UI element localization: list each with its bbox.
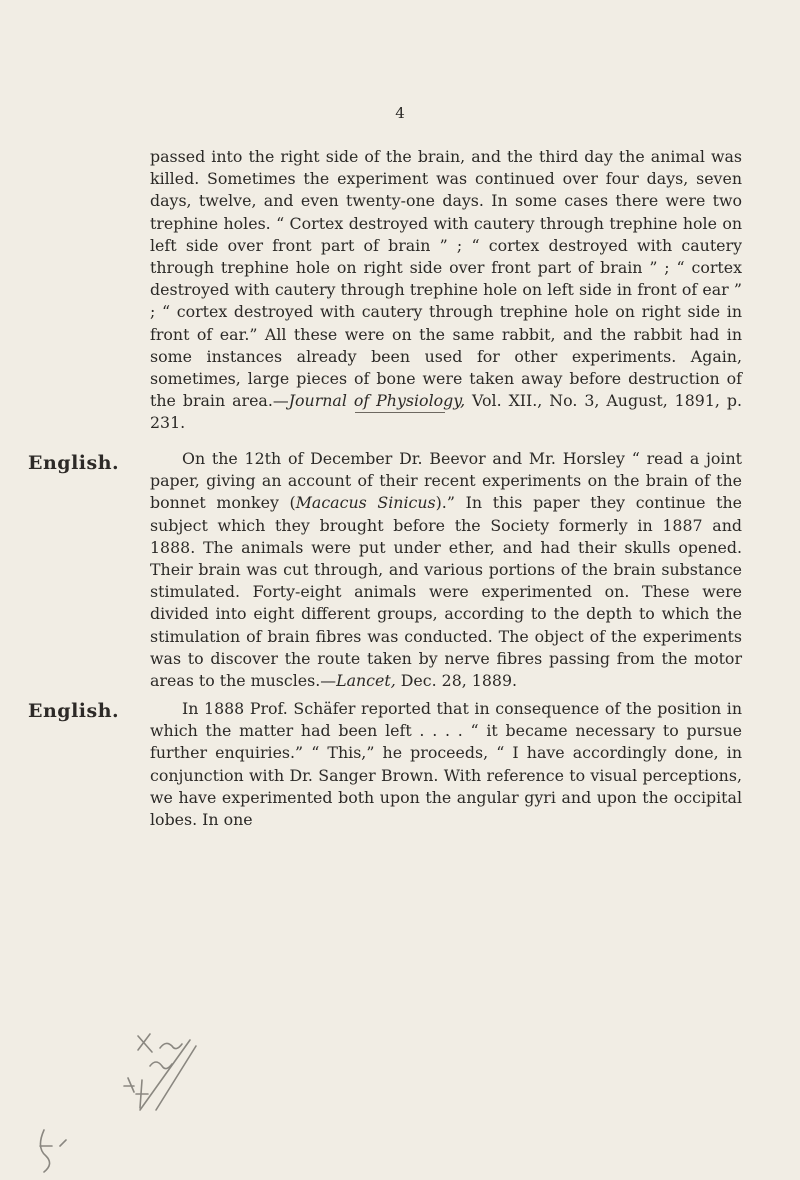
- paragraph-1-body: passed into the right side of the brain, and the third day the animal was killed. Sometimes the experiment was continued over four days, seven days, twelve, and even twenty-one days. In some cases there were two trephine holes. “ Cortex destroyed with cautery through trephine hole on left side over front part of brain ” ; “ cortex destroyed with cautery through trephine hole on right side over front part of brain ” ; “ cortex destroyed with cautery through trephine hole on left side in front of ear ” ; “ cortex destroyed with cautery through trephine hole on right side in front of ear.” All these were on the same rabbit, and the rabbit had in some instances already been used for other experiments. Again, sometimes, large pieces of bone were taken away before destruction of the brain area.—: [150, 147, 742, 411]
- pencil-letter-mark: [124, 1078, 134, 1092]
- paragraph-2-body-start: On the 12th of December Dr. Beevor and Mr. Horsley “ read a joint paper, giving an account of their recent experiments on the brain of the bonnet monkey (: [150, 449, 742, 513]
- citation-details: Dec. 28, 1889.: [395, 671, 518, 691]
- margin-label-english: English.: [28, 700, 120, 722]
- pencil-squiggle-mark: [150, 1062, 172, 1069]
- margin-label-english: English.: [28, 452, 120, 474]
- pencil-x-mark: [138, 1034, 152, 1052]
- page-number: 4: [395, 104, 405, 122]
- citation-journal: Journal of Physiology,: [288, 391, 466, 411]
- pencil-corner-mark: [60, 1140, 66, 1146]
- paragraph-2-body-end: ).” In this paper they continue the subject which they brought before the Society formerly in 1887 and 1888. The animals were put under ether, and had their skulls opened. Their brain was cut through, and various portions of the brain substance stimulated. Forty-eight animals were experimented on. These were divided into eight different groups, according to the depth to which the stimulation of brain fibres was conducted. The object of the experiments was to discover the route taken by nerve fibres passing from the motor areas to the muscles.—: [150, 493, 742, 691]
- pencil-corner-mark: [40, 1130, 52, 1172]
- citation-journal: Lancet,: [336, 671, 396, 691]
- pencil-letter-mark: [136, 1080, 148, 1108]
- species-name: Macacus Sinicus: [295, 493, 436, 513]
- citation-details: Vol. XII., No. 3, August, 1891, p. 231.: [150, 391, 743, 433]
- pencil-squiggle-mark: [160, 1043, 182, 1048]
- paragraph-3-text: In 1888 Prof. Schäfer reported that in consequence of the position in which the matter had been left . . . . “ it became necessary to pursue further enquiries.” “ This,” he proceeds, “ I have accordingly done, in conjunction with Dr. Sanger Brown. With reference to visual perceptions, we have experimented both upon the angular gyri and upon the occipital lobes. In one: [150, 699, 742, 830]
- pencil-slash-mark: [140, 1040, 190, 1110]
